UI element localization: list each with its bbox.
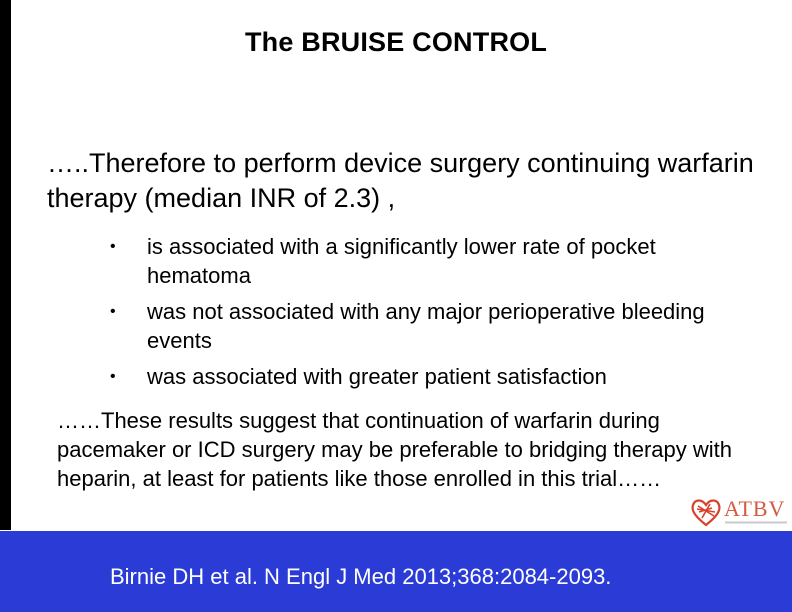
bullet-text: is associated with a significantly lower rate of pocket hematoma — [147, 234, 656, 288]
bullet-list — [110, 232, 750, 398]
bullet-marker: • — [110, 368, 116, 385]
bullet-item — [110, 362, 750, 391]
bullet-item — [110, 297, 750, 355]
bullet-marker: • — [110, 238, 116, 255]
slide-title: The BRUISE CONTROL — [244, 27, 548, 57]
atbv-logo — [690, 496, 790, 530]
citation: Birnie DH et al. N Engl J Med 2013;368:2084-2093. — [110, 564, 612, 589]
intro-paragraph: …..Therefore to perform device surgery continuing warfarin therapy (median INR of 2.3) , — [47, 148, 754, 213]
bullet-text: was associated with greater patient satisfaction — [147, 364, 607, 389]
bullet-text: was not associated with any major perioperative bleeding events — [147, 299, 705, 353]
bullet-item — [110, 232, 750, 290]
logo-tagline-graphic — [725, 520, 787, 525]
conclusion-paragraph: ……These results suggest that continuation of warfarin during pacemaker or ICD surgery may be preferable to bridging therapy with heparin, at least for patients like those enrolled in this trial…… — [57, 408, 732, 491]
logo-text: ATBV — [724, 496, 786, 521]
bullet-marker: • — [110, 303, 116, 320]
heart-icon — [690, 496, 722, 528]
left-accent-bar — [0, 0, 11, 530]
